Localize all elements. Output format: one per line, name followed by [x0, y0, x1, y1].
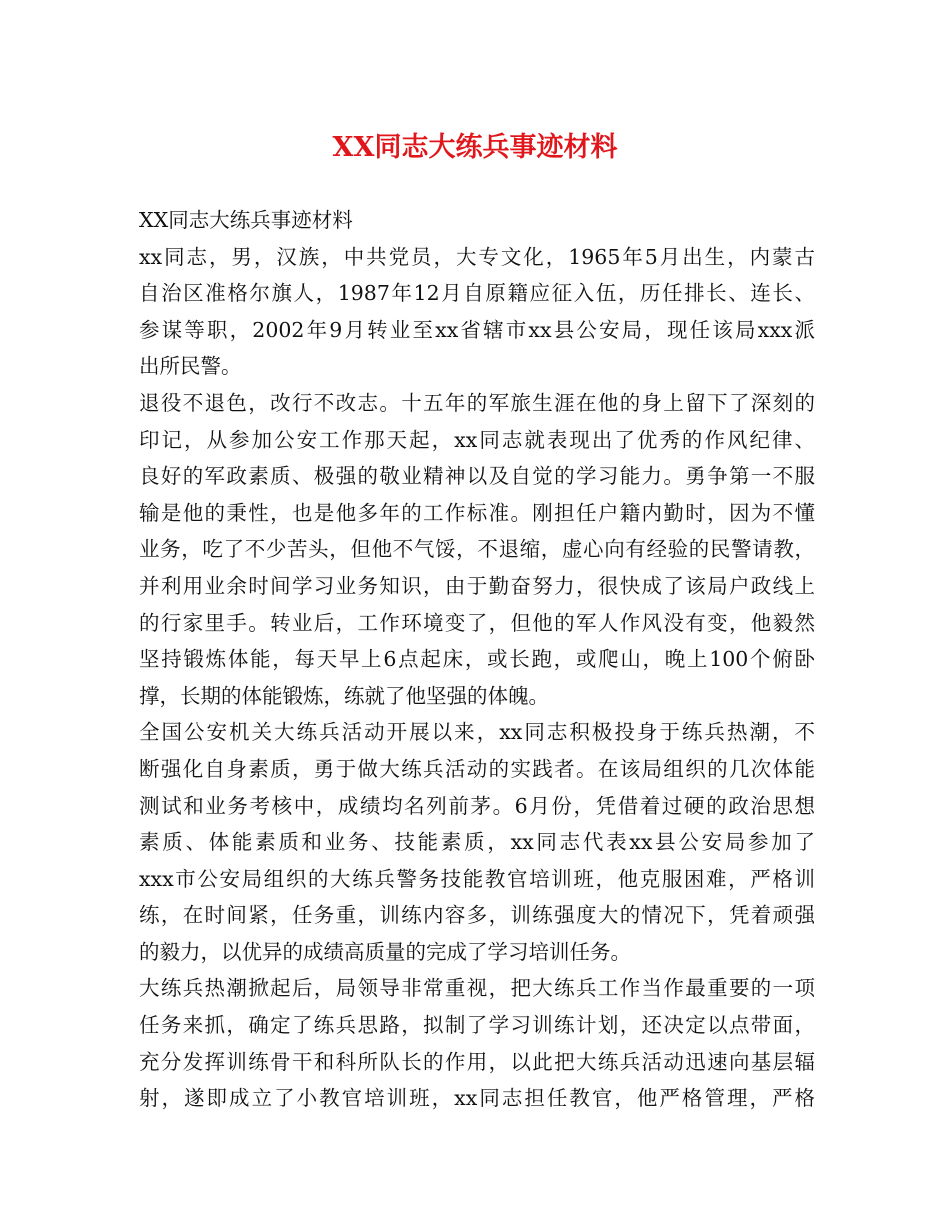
body-line: 测试和业务考核中，成绩均名列前茅。6月份，凭借着过硬的政治思想 — [139, 793, 815, 818]
body-line: 并利用业余时间学习业务知识，由于勤奋努力，很快成了该局户政线上 — [139, 573, 815, 598]
body-line: xx同志，男，汉族，中共党员，大专文化，1965年5月出生，内蒙古 — [139, 244, 815, 269]
body-line: 坚持锻炼体能，每天早上6点起床，或长跑，或爬山，晚上100个俯卧 — [139, 647, 815, 672]
body-line: 参谋等职，2002年9月转业至xx省辖市xx县公安局，现任该局xxx派 — [139, 317, 815, 342]
body-line: 的毅力，以优异的成绩高质量的完成了学习培训任务。 — [139, 939, 631, 964]
body-line: 退役不退色，改行不改志。十五年的军旅生涯在他的身上留下了深刻的 — [139, 390, 815, 415]
body-line: 任务来抓，确定了练兵思路，拟制了学习训练计划，还决定以点带面， — [139, 1013, 815, 1038]
body-line: xxx市公安局组织的大练兵警务技能教官培训班，他克服困难，严格训 — [139, 866, 815, 891]
body-line: 输是他的秉性，也是他多年的工作标准。刚担任户籍内勤时，因为不懂 — [139, 500, 815, 525]
body-line: 出所民警。 — [139, 354, 242, 379]
body-line: 印记，从参加公安工作那天起，xx同志就表现出了优秀的作风纪律、 — [139, 427, 815, 452]
body-line: XX同志大练兵事迹材料 — [139, 208, 353, 232]
body-line: 练，在时间紧，任务重，训练内容多，训练强度大的情况下，凭着顽强 — [139, 903, 815, 928]
body-line: 断强化自身素质，勇于做大练兵活动的实践者。在该局组织的几次体能 — [139, 756, 815, 781]
body-line: 大练兵热潮掀起后，局领导非常重视，把大练兵工作当作最重要的一项 — [139, 976, 815, 1001]
body-line: 撑，长期的体能锻炼，练就了他坚强的体魄。 — [139, 683, 549, 708]
body-line: 业务，吃了不少苦头，但他不气馁，不退缩，虚心向有经验的民警请教， — [139, 537, 815, 562]
body-line: 的行家里手。转业后，工作环境变了，但他的军人作风没有变，他毅然 — [139, 610, 815, 635]
document-body — [139, 202, 815, 1117]
document-title: XX同志大练兵事迹材料 — [332, 132, 618, 163]
body-line: 充分发挥训练骨干和科所队长的作用，以此把大练兵活动迅速向基层辐 — [139, 1049, 815, 1074]
body-line: 自治区准格尔旗人，1987年12月自原籍应征入伍，历任排长、连长、 — [139, 281, 815, 306]
body-line: 射，遂即成立了小教官培训班，xx同志担任教官，他严格管理，严格 — [139, 1086, 815, 1111]
body-line: 良好的军政素质、极强的敬业精神以及自觉的学习能力。勇争第一不服 — [139, 464, 815, 489]
body-line: 素质、体能素质和业务、技能素质，xx同志代表xx县公安局参加了 — [139, 830, 815, 855]
body-line: 全国公安机关大练兵活动开展以来，xx同志积极投身于练兵热潮，不 — [139, 720, 815, 745]
